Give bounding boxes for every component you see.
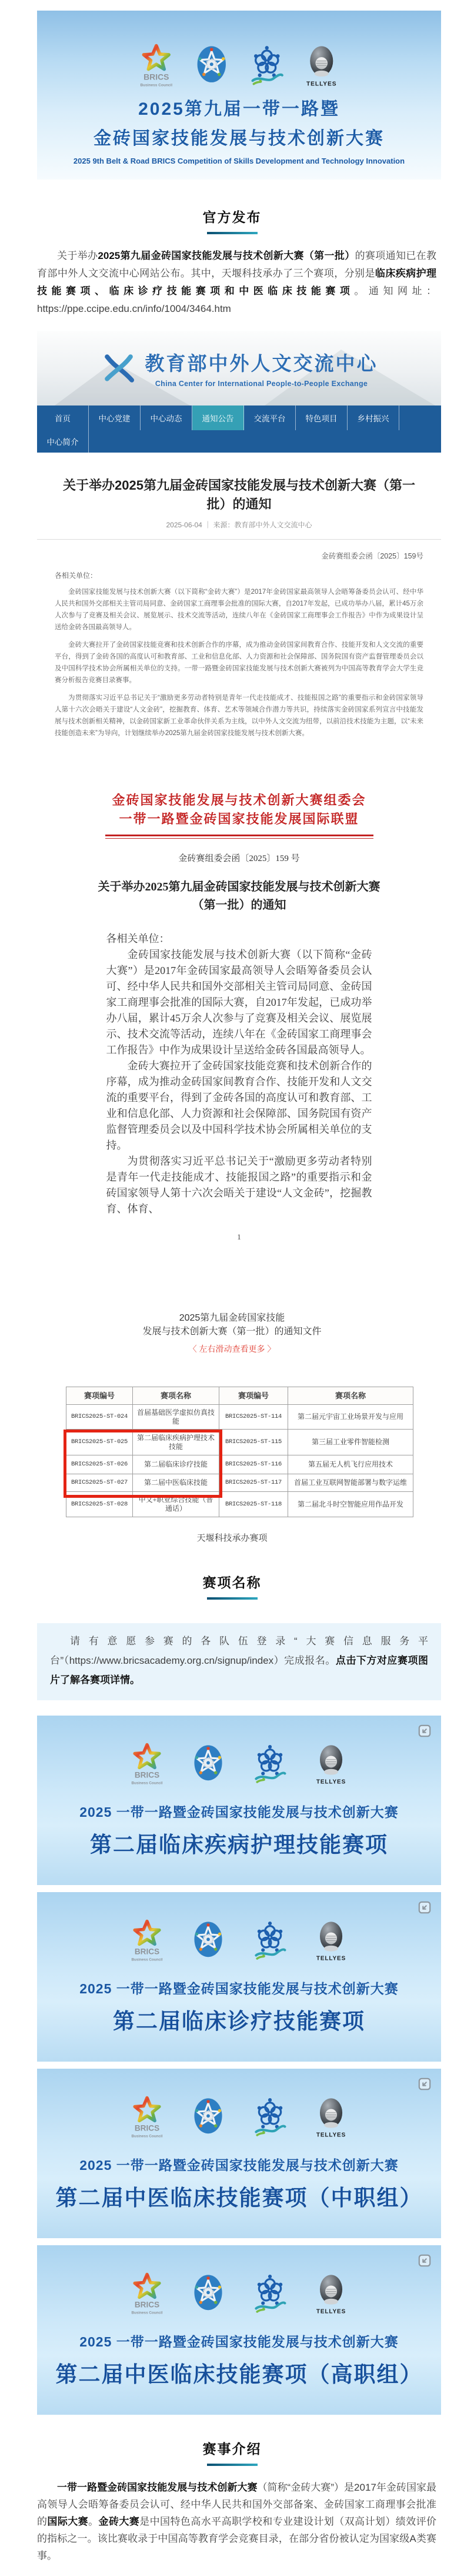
- letter-doc-number: 金砖赛组委会函〔2025〕159 号: [178, 854, 300, 863]
- letter-paragraph: 金砖大赛拉开了金砖国家技能竞赛和技术创新合作的序幕，成为推动金砖国家间教育合作、技能开发和人文交流的重要平台，得到了金砖各国的高度认可和教育部、工业和信息化部、人力资源和社会保障部、国务院国有资产监督管理委员会以及中国科学技术协会所属相关单位的支持。: [106, 1060, 372, 1151]
- letter-head-line1: 金砖国家技能发展与技术创新大赛组委会: [112, 793, 366, 807]
- table-cell: BRICS2025-ST-026: [66, 1455, 133, 1474]
- nav-tab: [348, 405, 399, 430]
- notice-meta: 2025-06-04 ｜ 来源：教育部中外人文交流中心: [166, 521, 312, 529]
- svg-text:TELLYES: TELLYES: [316, 1955, 346, 1962]
- events-table: [66, 1387, 413, 1517]
- brics-business-council-logo: [130, 1918, 164, 1964]
- divider: [37, 539, 441, 540]
- table-cell: 第二届元宇宙工业场景开发与应用: [288, 1405, 413, 1430]
- brics-skills-star-icon: [191, 1741, 225, 1787]
- table-cell: BRICS2025-ST-025: [66, 1430, 133, 1455]
- ccipe-header: [37, 331, 441, 405]
- people-knot-icon: [253, 1918, 287, 1964]
- event-banner-card[interactable]: [37, 1716, 441, 1885]
- partner-logos: [37, 11, 441, 89]
- caption-line2: 发展与技术创新大赛（第一批）的通知文件: [142, 1327, 322, 1337]
- event-banner-card[interactable]: [37, 1892, 441, 2062]
- letter-paragraph: 为贯彻落实习近平总书记关于“激励更多劳动者特别是青年一代走技能成才、技能报国之路”的重要指示和金砖国家领导人第十六次会晤关于建设“人文金砖”，挖掘教育、体育、: [106, 1155, 372, 1215]
- table-cell: BRICS2025-ST-114: [219, 1405, 288, 1430]
- banner-subtitle-en: 2025 9th Belt & Road BRICS Competition of Skills Development and Technology Innovation: [73, 157, 405, 165]
- table-cell: BRICS2025-ST-116: [219, 1455, 288, 1474]
- svg-text:TELLYES: TELLYES: [316, 2132, 346, 2139]
- notice-paragraphs: [37, 586, 441, 739]
- card-event-title: 第二届临床疾病护理技能赛项: [90, 1833, 388, 1857]
- table-cell: BRICS2025-ST-027: [66, 1474, 133, 1492]
- open-link-icon[interactable]: [417, 1723, 432, 1739]
- section-event-names: [0, 1572, 464, 1600]
- table-cell: 赛项编号: [66, 1387, 133, 1405]
- banner-title-line2: 金砖国家技能发展与技术创新大赛: [94, 129, 385, 148]
- card-competition-title: 2025 一带一路暨金砖国家技能发展与技术创新大赛: [79, 1804, 399, 1820]
- signup-notice-box: [37, 1623, 441, 1700]
- table-cell: BRICS2025-ST-024: [66, 1405, 133, 1430]
- event-banner-list: [0, 1716, 464, 2415]
- signup-paragraph: 请有意愿参赛的各队伍登录“大赛信息服务平台”（https://www.bricsacademy.org.cn/signup/index）完成报名。点击下方对应赛项图片了解各赛项详情。: [50, 1636, 428, 1686]
- letter-title-line2: （第一批）的通知: [192, 899, 286, 912]
- nav-row-2: [37, 430, 441, 453]
- nav-tab-label: 首页: [55, 414, 71, 423]
- letter-paragraphs: [106, 947, 372, 1217]
- section-title: 官方发布: [202, 210, 262, 225]
- bottom-spacer: [0, 2564, 464, 2576]
- letter-title: [37, 878, 441, 915]
- section-underline: [207, 1597, 258, 1600]
- table-cell: 第二届中医临床技能: [133, 1474, 219, 1492]
- card-event-title: 第二届中医临床技能赛项（高职组）: [55, 2362, 423, 2386]
- section-official-release: [0, 207, 464, 234]
- table-cell: BRICS2025-ST-028: [66, 1492, 133, 1517]
- nav-tab-label: 中心简介: [46, 438, 79, 447]
- section-title: 赛项名称: [202, 1575, 262, 1590]
- banner-title-line1: 2025第九届一带一路暨: [138, 99, 340, 119]
- table-caption: 天堰科技承办赛项: [196, 1533, 268, 1543]
- svg-text:TELLYES: TELLYES: [316, 1779, 346, 1786]
- notice-doc-number: 金砖赛组委会函〔2025〕159号: [321, 552, 423, 560]
- tellyes-logo: [314, 2271, 348, 2317]
- svg-text:BRICS: BRICS: [135, 2123, 160, 2133]
- letter-page-number: 1: [237, 1232, 241, 1241]
- swipe-hint: 〈 左右滑动查看更多 〉: [188, 1344, 276, 1354]
- letter-head-line2: 一带一路暨金砖国家技能发展国际联盟: [119, 812, 359, 826]
- nav-tab: [37, 405, 89, 430]
- open-link-icon[interactable]: [417, 2253, 432, 2268]
- open-link-icon[interactable]: [417, 2076, 432, 2092]
- table-cell: 第三届工业零件智能检测: [288, 1430, 413, 1455]
- letter-salutation: 各相关单位：: [106, 933, 170, 945]
- svg-text:TELLYES: TELLYES: [316, 2308, 346, 2315]
- notice-salutation: 各相关单位：: [55, 571, 98, 580]
- section-competition-intro: [0, 2438, 464, 2466]
- table-cell: BRICS2025-ST-118: [219, 1492, 288, 1517]
- brics-business-council-logo: [130, 2271, 164, 2317]
- table-cell: 中文+职业综合技能（普通话）: [133, 1492, 219, 1517]
- nav-tab-label: 中心党建: [98, 414, 131, 423]
- people-knot-icon: [253, 2271, 287, 2317]
- brics-skills-star-icon: [191, 2095, 225, 2140]
- partner-logos: [37, 2245, 441, 2317]
- nav-tab-label: 特色项目: [305, 414, 338, 423]
- ccipe-navbar: [37, 405, 441, 453]
- table-cell: 赛项名称: [133, 1387, 219, 1405]
- nav-tab: [296, 405, 348, 430]
- event-banner-card[interactable]: [37, 2069, 441, 2238]
- tellyes-logo: [314, 1741, 348, 1787]
- table-cell: 首届基础医学虚拟仿真技能: [133, 1405, 219, 1430]
- svg-text:Business Council: Business Council: [140, 83, 173, 88]
- open-link-icon[interactable]: [417, 1900, 432, 1915]
- notice-paragraph: 为贯彻落实习近平总书记关于“激励更多劳动者特别是青年一代走技能成才、技能报国之路”的重要指示和金砖国家领导人第十六次会晤关于建设“人文金砖”，挖掘教育、体育、艺术等领域合作潜力等共识，持续落实金砖国家系列宣言中技能发展与技术创新相关精神，以金砖国家新工业革命伙伴关系为主线，以中外人文交流为纽带，以前沿技术技能为主题，以“未来技能创造未来”为导向，计划继续举办2025第九届金砖国家技能发展与技术创新大赛。: [55, 694, 423, 737]
- nav-tab: [141, 405, 192, 430]
- svg-text:BRICS: BRICS: [135, 2300, 160, 2309]
- svg-text:Business Council: Business Council: [131, 1957, 163, 1962]
- letter-image-caption: [0, 1311, 464, 1338]
- table-cell: 赛项编号: [219, 1387, 288, 1405]
- brics-business-council-logo: [130, 2095, 164, 2140]
- tellyes-logo: [304, 42, 339, 89]
- table-cell: 第二届临床疾病护理技术技能: [133, 1430, 219, 1455]
- letter-title-line1: 关于举办2025第九届金砖国家技能发展与技术创新大赛: [98, 880, 380, 893]
- event-banner-card[interactable]: [37, 2245, 441, 2415]
- section-underline: [207, 2464, 258, 2466]
- competition-banner: [37, 11, 441, 180]
- table-cell: 第二届临床诊疗技能: [133, 1455, 219, 1474]
- section-underline: [207, 232, 258, 234]
- ccipe-logo-icon: [101, 350, 137, 387]
- svg-text:Business Council: Business Council: [131, 2134, 163, 2139]
- ccipe-site-title: 教育部中外人文交流中心: [145, 353, 378, 374]
- tellyes-logo: [314, 2095, 348, 2140]
- brics-business-council-logo: [139, 42, 174, 89]
- svg-text:TELLYES: TELLYES: [306, 81, 337, 88]
- partner-logos: [37, 2069, 441, 2140]
- people-knot-icon: [253, 2095, 287, 2140]
- section-title: 赛事介绍: [202, 2441, 262, 2457]
- nav-row-1: [37, 405, 441, 430]
- notice-paragraph: 金砖国家技能发展与技术创新大赛（以下简称“金砖大赛”）是2017年金砖国家最高领导人会晤筹备委员会认可、经中华人民共和国外交部相关主管司局同意、金砖国家工商理事会批准的国际大赛，自2017年发起，已成功举办八届，累计45万余人次参与了竞赛及相关会议、展览展示、技术交流等活动，连续八年在《金砖国家工商理事会工作报告》中作为成果设计呈送给金砖各国最高领导人。: [55, 589, 423, 631]
- svg-text:BRICS: BRICS: [143, 72, 169, 82]
- scanned-letter: [37, 739, 441, 1265]
- table-cell: BRICS2025-ST-115: [219, 1430, 288, 1455]
- card-competition-title: 2025 一带一路暨金砖国家技能发展与技术创新大赛: [79, 2334, 399, 2349]
- wechat-article-page: [0, 11, 464, 2561]
- letter-body: [106, 931, 372, 1217]
- notice-article: [37, 453, 441, 739]
- nav-tab-label: 交流平台: [253, 414, 286, 423]
- brics-skills-star-icon: [191, 1918, 225, 1964]
- card-competition-title: 2025 一带一路暨金砖国家技能发展与技术创新大赛: [79, 1981, 399, 1996]
- ccipe-site-subtitle: China Center for International People-to-People Exchange: [155, 380, 368, 388]
- people-knot-icon: [253, 1741, 287, 1787]
- nav-tab-label: 乡村振兴: [357, 414, 389, 423]
- svg-text:BRICS: BRICS: [135, 1770, 160, 1780]
- nav-tab: [37, 430, 89, 453]
- notice-title: 关于举办2025第九届金砖国家技能发展与技术创新大赛（第一批）的通知: [63, 478, 415, 511]
- table-cell: 赛项名称: [288, 1387, 413, 1405]
- table-cell: 首届工业互联网智能部署与数字运维: [288, 1474, 413, 1492]
- official-release-paragraph: 关于举办2025第九届金砖国家技能发展与技术创新大赛（第一批）的赛项通知已在教育部中外人文交流中心网站公布。其中，天堰科技承办了三个赛项，分别是临床疾病护理技能赛项、临床诊疗技能赛项和中医临床技能赛项。通知网址：https://ppe.ccipe.edu.cn/info/1004/3464.htm: [37, 250, 437, 314]
- ccipe-website-screenshot: [37, 331, 441, 1265]
- card-event-title: 第二届临床诊疗技能赛项: [113, 2009, 365, 2033]
- table-cell: 第二届北斗时空智能应用作品开发: [297, 1500, 403, 1508]
- intro-paragraph: 一带一路暨金砖国家技能发展与技术创新大赛（简称“金砖大赛”）是2017年金砖国家最高领导人会晤筹备委员会认可、经中华人民共和国外交部备案、金砖国家工商理事会批准的国际大赛。金砖大赛是中国特色高水平高职学校和专业建设计划（双高计划）绩效评价的指标之一。该比赛收录于中国高等教育学会竞赛目录，在部分省份被认定为国家级A类赛事。: [37, 2482, 437, 2561]
- table-cell: BRICS2025-ST-117: [219, 1474, 288, 1492]
- notice-paragraph: 金砖大赛拉开了金砖国家技能竞赛和技术创新合作的序幕，成为推动金砖国家间教育合作、技能开发和人文交流的重要平台，得到了金砖各国的高度认可和教育部、工业和信息化部、人力资源和社会保障部、国务院国有资产监督管理委员会以及中国科学技术协会所属相关单位的支持。一带一路暨金砖国家技能发展与技术创新大赛被列为中国高等教育学会大学生竞赛分析报告竞赛目录赛事。: [55, 641, 423, 684]
- svg-text:BRICS: BRICS: [135, 1947, 160, 1956]
- card-event-title: 第二届中医临床技能赛项（中职组）: [55, 2186, 423, 2210]
- table-cell: 第五届无人机飞行应用技术: [288, 1455, 413, 1474]
- partner-logos: [37, 1716, 441, 1787]
- nav-tab-label: 中心动态: [150, 414, 182, 423]
- svg-text:Business Council: Business Council: [131, 2311, 163, 2315]
- nav-tab: [192, 405, 244, 430]
- nav-tab: [89, 405, 141, 430]
- brics-business-council-logo: [130, 1741, 164, 1787]
- brics-skills-star-icon: [191, 2271, 225, 2317]
- svg-text:Business Council: Business Council: [131, 1781, 163, 1786]
- nav-tab: [244, 405, 296, 430]
- red-rule: [105, 835, 373, 839]
- card-competition-title: 2025 一带一路暨金砖国家技能发展与技术创新大赛: [79, 2158, 399, 2173]
- nav-tab-label: 通知公告: [202, 414, 234, 423]
- tellyes-logo: [314, 1918, 348, 1964]
- letter-paragraph: 金砖国家技能发展与技术创新大赛（以下简称“金砖大赛”）是2017年金砖国家最高领导人会晤筹备委员会认可、经中华人民共和国外交部相关主管司局同意、金砖国家工商理事会批准的国际大赛，自2017年发起，已成功举办八届，累计45万余人次参与了竞赛及相关会议、展览展示、技术交流等活动，连续八年在《金砖国家工商理事会工作报告》中作为成果设计呈送给金砖各国最高领导人。: [106, 949, 372, 1056]
- ccipe-title-block: [145, 348, 378, 388]
- people-knot-icon: [249, 42, 285, 89]
- brics-skills-star-icon: [194, 42, 229, 89]
- caption-line1: 2025第九届金砖国家技能: [179, 1313, 285, 1323]
- partner-logos: [37, 1892, 441, 1964]
